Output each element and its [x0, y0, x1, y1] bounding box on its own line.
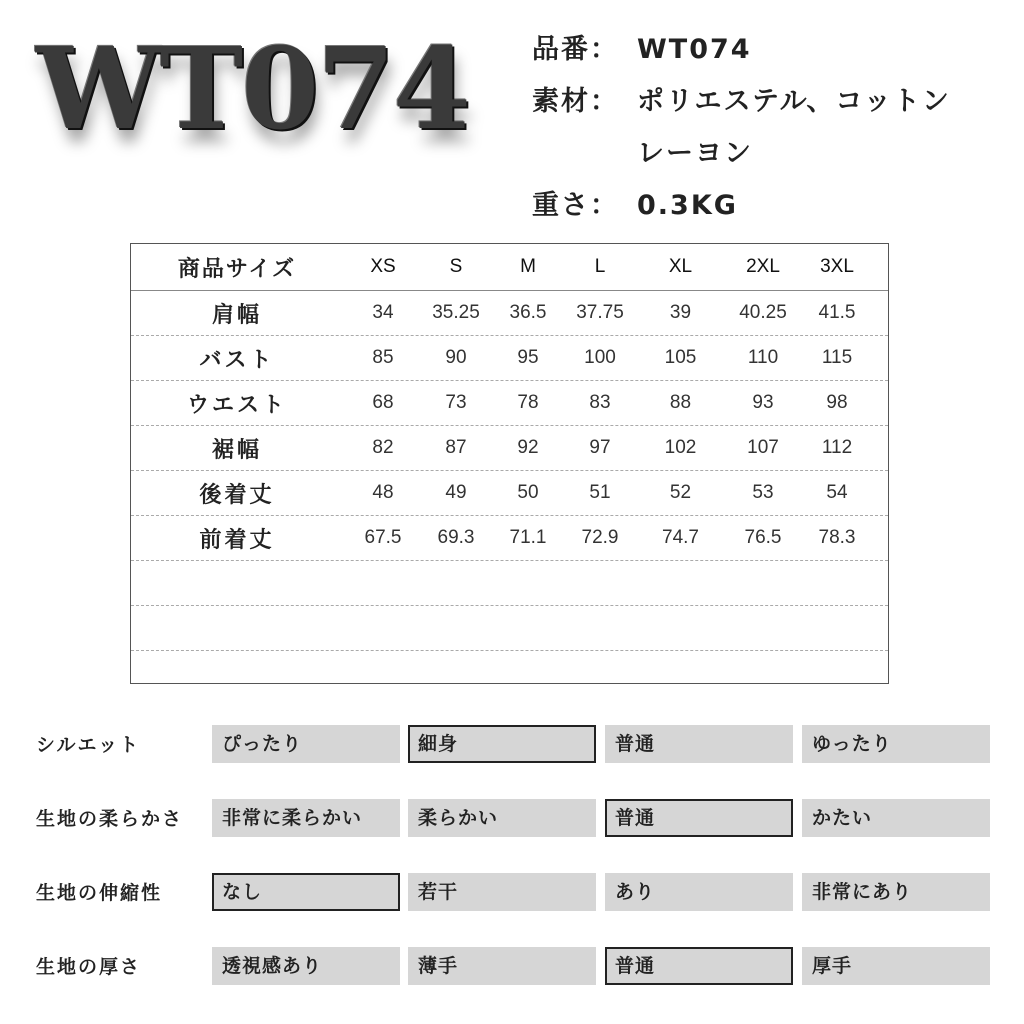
- characteristic-option: 柔らかい: [408, 799, 596, 837]
- table-cell: 69.3: [437, 527, 475, 548]
- characteristic-label: 生地の厚さ: [36, 956, 142, 978]
- table-cell: 88: [669, 392, 692, 413]
- weight-value: 0.3KG: [637, 190, 738, 221]
- table-cell: 49: [445, 482, 467, 503]
- table-cell: 71.1: [509, 527, 547, 548]
- table-cell: 52: [669, 482, 692, 503]
- table-cell: 53: [752, 482, 774, 503]
- size-column-header: XL: [668, 256, 693, 277]
- table-row: [131, 336, 888, 381]
- table-cell: 85: [372, 347, 394, 368]
- characteristic-silhouette: [0, 725, 1024, 765]
- spec-weight-row: [532, 180, 951, 232]
- size-column-header: XS: [370, 256, 396, 277]
- characteristic-option: 透視感あり: [212, 947, 400, 985]
- table-row: [131, 381, 888, 426]
- characteristic-option: あり: [605, 873, 793, 911]
- size-column-header: M: [520, 256, 536, 277]
- model-value: WT074: [637, 34, 752, 65]
- characteristic-option-selected: 普通: [605, 947, 793, 985]
- material-value-line1: ポリエステル、コットン: [637, 86, 951, 117]
- material-value-line2: レーヨン: [637, 138, 753, 169]
- size-header-label: 商品サイズ: [177, 256, 297, 282]
- table-cell: 100: [584, 347, 616, 368]
- table-cell: 68: [372, 392, 394, 413]
- characteristic-option: 普通: [605, 725, 793, 763]
- table-cell: 97: [589, 437, 611, 458]
- characteristic-label: 生地の柔らかさ: [36, 808, 184, 830]
- table-cell: 102: [664, 437, 697, 458]
- table-row: [131, 426, 888, 471]
- characteristic-option-selected: 細身: [408, 725, 596, 763]
- characteristic-option: ゆったり: [802, 725, 990, 763]
- product-spec: [532, 24, 951, 232]
- model-label: 品番：: [532, 34, 619, 65]
- table-cell: 41.5: [818, 302, 856, 323]
- table-row: [131, 291, 888, 336]
- table-cell: 78: [517, 392, 539, 413]
- row-label: 後着丈: [199, 482, 275, 508]
- empty-table-row: [131, 561, 888, 606]
- characteristic-thickness: [0, 947, 1024, 987]
- characteristic-option: 非常に柔らかい: [212, 799, 400, 837]
- table-cell: 50: [517, 482, 539, 503]
- table-cell: 83: [589, 392, 611, 413]
- characteristic-option-selected: なし: [212, 873, 400, 911]
- table-cell: 87: [445, 437, 467, 458]
- table-cell: 90: [445, 347, 467, 368]
- table-cell: 51: [589, 482, 611, 503]
- logo: [30, 20, 469, 170]
- table-cell: 78.3: [818, 527, 856, 548]
- characteristic-option: ぴったり: [212, 725, 400, 763]
- size-column-header: S: [449, 256, 463, 277]
- table-cell: 76.5: [744, 527, 782, 548]
- table-cell: 82: [372, 437, 394, 458]
- table-cell: 115: [821, 347, 853, 368]
- table-cell: 110: [747, 347, 779, 368]
- table-cell: 54: [826, 482, 848, 503]
- row-label: 裾幅: [211, 437, 262, 463]
- table-row: [131, 471, 888, 516]
- table-cell: 95: [517, 347, 539, 368]
- weight-label: 重さ：: [532, 190, 619, 221]
- table-cell: 48: [372, 482, 394, 503]
- characteristic-softness: [0, 799, 1024, 839]
- table-cell: 74.7: [662, 527, 699, 548]
- table-cell: 40.25: [739, 302, 787, 323]
- size-column-header: 3XL: [820, 256, 854, 277]
- size-column-header: L: [594, 256, 606, 277]
- logo-text: WT074: [36, 24, 469, 155]
- table-cell: 72.9: [581, 527, 619, 548]
- characteristic-label: 生地の伸縮性: [36, 882, 163, 904]
- characteristic-option: 若干: [408, 873, 596, 911]
- spec-model-row: [532, 24, 951, 76]
- size-column-header: 2XL: [746, 256, 780, 277]
- size-table: [130, 243, 889, 684]
- table-cell: 93: [752, 392, 774, 413]
- table-cell: 73: [445, 392, 467, 413]
- characteristic-option: 薄手: [408, 947, 596, 985]
- row-label: バスト: [199, 347, 275, 373]
- table-cell: 98: [826, 392, 848, 413]
- size-table-header: [131, 244, 888, 291]
- row-label: ウエスト: [186, 392, 287, 418]
- row-label: 前着丈: [199, 527, 275, 553]
- spec-material-row: [532, 76, 951, 128]
- characteristic-option: かたい: [802, 799, 990, 837]
- table-cell: 107: [747, 437, 779, 458]
- table-cell: 112: [821, 437, 853, 458]
- characteristic-option-selected: 普通: [605, 799, 793, 837]
- table-row: [131, 516, 888, 561]
- table-cell: 92: [517, 437, 539, 458]
- material-label: 素材：: [532, 86, 619, 117]
- table-cell: 67.5: [364, 527, 402, 548]
- table-cell: 34: [372, 302, 394, 323]
- characteristic-option: 厚手: [802, 947, 990, 985]
- table-cell: 37.75: [576, 302, 624, 323]
- table-cell: 35.25: [432, 302, 480, 323]
- characteristic-label: シルエット: [36, 734, 141, 756]
- table-cell: 36.5: [509, 302, 547, 323]
- empty-table-row: [131, 606, 888, 651]
- characteristic-stretch: [0, 873, 1024, 913]
- characteristic-option: 非常にあり: [802, 873, 990, 911]
- row-label: 肩幅: [211, 302, 262, 328]
- spec-material-cont-row: [532, 128, 951, 180]
- table-cell: 105: [664, 347, 697, 368]
- table-cell: 39: [669, 302, 692, 323]
